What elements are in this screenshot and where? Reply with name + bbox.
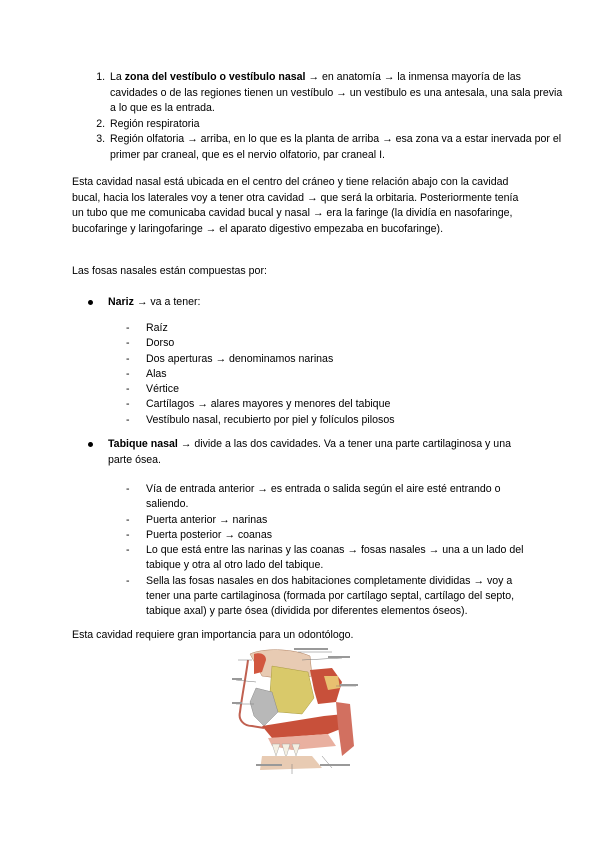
bullet-dot-icon [88,442,93,447]
bullet-dot-icon [88,300,93,305]
item-text: Dos aperturas → denominamos narinas [146,352,334,365]
item-text: Puerta posterior → coanas [146,528,273,541]
item-text: Lo que está entre las narinas y las coanas → fosas nasales → una a un lado del tabique y otra al otro lado del tabique. [146,544,524,572]
item-text: Puerta anterior → narinas [146,513,268,526]
list-item [126,321,526,336]
list-item [126,513,526,528]
list-item [126,367,526,382]
dash-marker: - [126,528,130,541]
item-text: → en anatomía → la inmensa mayoría de las cavidades o de las regiones tienen un vestíbulo → un vestíbulo es una antesala, una sala previa a lo que es la entrada. [110,71,563,114]
paragraph-closing: Esta cavidad requiere gran importancia para un odontólogo. [72,629,354,641]
dash-marker: - [126,322,130,334]
bullet-title: Nariz [108,296,134,308]
nariz-sublist [126,321,526,428]
label-mark [294,648,328,650]
item-text: Vestíbulo nasal, recubierto por piel y folículos pilosos [146,413,395,426]
dash-marker: - [126,383,130,396]
list-item [126,528,526,543]
list-item [126,413,526,428]
list-item [126,352,526,367]
bullet-tabique [88,437,528,468]
bullet-title: Tabique nasal [108,438,178,450]
item-text: Dorso [146,337,175,350]
dash-marker: - [126,544,130,557]
item-text: Vía de entrada anterior → es entrada o salida según el aire esté entrando o saliendo. [146,483,501,511]
dash-marker: - [126,352,130,365]
list-item-vestibulo [108,70,568,117]
item-text: Raíz [146,322,168,334]
item-text: Región respiratoria [110,117,200,130]
bullet-nariz [88,295,528,311]
list-item-olfatoria [108,132,568,163]
label-mark [232,678,242,680]
label-mark [256,764,282,766]
label-mark [328,656,350,658]
item-text: Cartílagos → alares mayores y menores del tabique [146,398,391,411]
item-text: Región olfatoria → arriba, en lo que es la planta de arriba → esa zona va a estar inervada por el primer par craneal, que es el nervio olfatorio, par craneal I. [110,133,562,161]
label-mark [232,702,242,704]
paragraph-cavidad-nasal: Esta cavidad nasal está ubicada en el centro del cráneo y tiene relación abajo con la cavidad bucal, hacia los laterales voy a tener otra cavidad → que será la orbitaria. Posteriormente tenía un tubo que me comunicaba cavidad bucal y nasal → era la faringe (la dividía en nasofaringe, bucofaringe y laringofaringe → el aparato digestivo empezaba en bucofaringe). [72,176,519,235]
dash-marker: - [126,367,130,380]
label-mark [340,684,358,686]
list-item [126,482,526,513]
item-bold-term: zona del vestíbulo o vestíbulo nasal [124,71,306,83]
list-item [126,336,526,351]
dash-marker: - [126,574,130,587]
dash-marker: - [126,398,130,411]
dash-marker: - [126,513,130,526]
nasal-cavity-anatomy-figure [232,646,362,774]
tabique-sublist [126,482,526,620]
list-item [126,543,526,574]
teeth-shape [272,744,300,758]
list-item [126,397,526,412]
item-text: Sella las fosas nasales en dos habitaciones completamente divididas → voy a tener una parte cartilaginosa (formada por cartílago septal, cartílago del septo, tabique axal) y parte ósea (dividida por diferentes elementos óseos). [146,574,515,618]
regions-numbered-list [72,70,568,163]
bullet-text: → va a tener: [133,296,201,308]
bullet-text: → divide a las dos cavidades. Va a tener una parte cartilaginosa y una parte ósea. [108,438,511,466]
dash-marker: - [126,413,130,426]
dash-marker: - [126,337,130,350]
list-item-respiratoria [108,117,568,133]
dash-marker: - [126,483,130,495]
item-text: Alas [146,367,167,380]
label-mark [320,764,350,766]
item-text: La [110,71,125,83]
list-item [126,382,526,397]
item-text: Vértice [146,383,179,396]
list-item [126,574,526,620]
paragraph-intro: Las fosas nasales están compuestas por: [72,265,267,277]
mandible-shape [260,756,322,770]
